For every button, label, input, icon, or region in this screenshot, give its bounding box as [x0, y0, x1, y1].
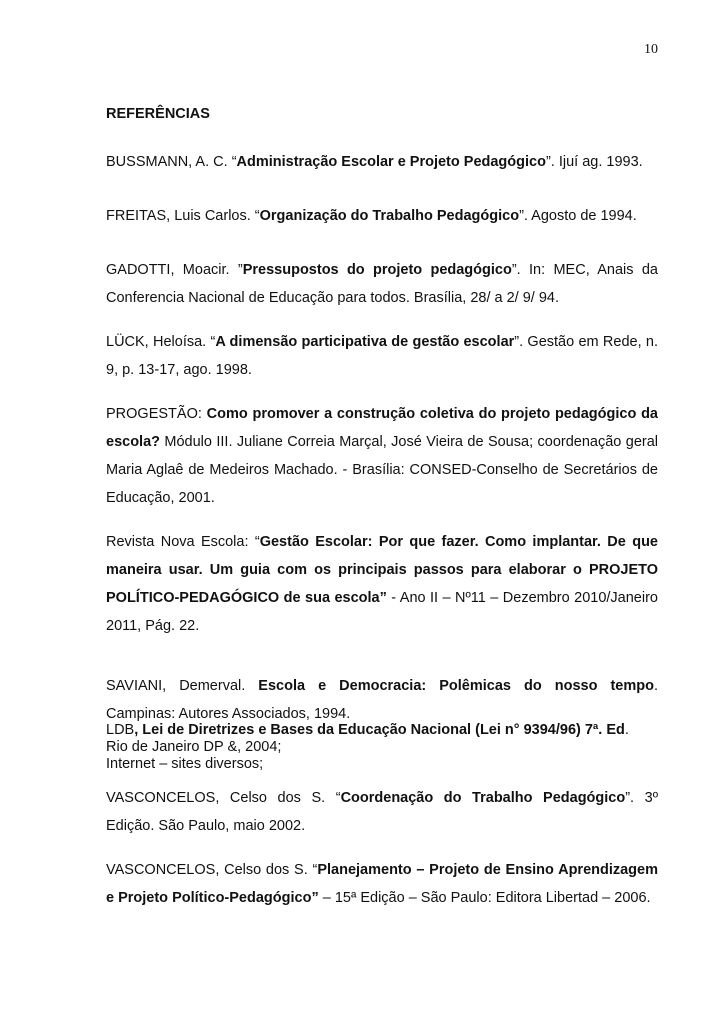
- reference-ldb: [106, 722, 658, 773]
- reference-gadotti: [106, 256, 658, 312]
- ref-text: LÜCK, Heloísa. “: [106, 334, 216, 350]
- ref-text: FREITAS, Luis Carlos. “: [106, 208, 260, 224]
- ref-text: VASCONCELOS, Celso dos S. “: [106, 862, 318, 878]
- ref-text: – 15ª Edição – São Paulo: Editora Libertad – 2006.: [318, 890, 651, 906]
- ref-text: ”. Gestão em Rede, n. 9, p. 13-17, ago. 1998.: [106, 334, 658, 378]
- ref-title: Como promover a construção coletiva do projeto pedagógico da escola?: [106, 406, 658, 450]
- ref-text: Internet – sites diversos;: [106, 756, 264, 772]
- reference-saviani: [106, 672, 658, 728]
- ref-title: Gestão Escolar: Por que fazer. Como implantar. De que maneira usar. Um guia com os principais passos para elaborar o PROJETO POLÍTICO-PEDAGÓGICO de sua escola”: [106, 534, 658, 606]
- ref-text: .: [624, 722, 629, 738]
- ref-title: Pressupostos do projeto pedagógico: [242, 262, 512, 278]
- reference-progestao: [106, 400, 658, 512]
- ref-text: SAVIANI, Demerval.: [106, 678, 259, 694]
- reference-bussmann: [106, 148, 658, 176]
- ref-title: A dimensão participativa de gestão escolar: [215, 334, 515, 350]
- reference-freitas: [106, 202, 658, 230]
- ref-title: , Lei de Diretrizes e Bases da Educação Nacional (Lei n° 9394/96) 7ª. Ed: [134, 722, 625, 738]
- page-title: REFERÊNCIAS: [106, 106, 210, 122]
- ref-text: ”. Agosto de 1994.: [519, 208, 637, 224]
- ref-text: PROGESTÃO:: [106, 406, 207, 422]
- ref-title: Administração Escolar e Projeto Pedagógico: [236, 154, 546, 170]
- ref-text: Rio de Janeiro DP &, 2004;: [106, 739, 282, 755]
- ref-text: GADOTTI, Moacir. ”: [106, 262, 243, 278]
- ref-text: BUSSMANN, A. C. “: [106, 154, 237, 170]
- ref-title: Escola e Democracia: Polêmicas do nosso tempo: [258, 678, 654, 694]
- reference-luck: [106, 328, 658, 384]
- ref-text: Módulo III. Juliane Correia Marçal, José Vieira de Sousa; coordenação geral Maria Aglaê de Medeiros Machado. - Brasília: CONSED-Conselho de Secretários de Educação, 2001.: [106, 434, 658, 506]
- ref-title: Planejamento – Projeto de Ensino Aprendizagem e Projeto Político-Pedagógico”: [106, 862, 659, 906]
- ref-text: LDB: [106, 722, 135, 738]
- ref-text: ”. 3º Edição. São Paulo, maio 2002.: [106, 790, 658, 834]
- ref-text: VASCONCELOS, Celso dos S. “: [106, 790, 341, 806]
- reference-vasconcelos-coordenacao: [106, 784, 658, 840]
- reference-nova-escola: [106, 528, 658, 640]
- ref-text: Revista Nova Escola: “: [106, 534, 260, 550]
- ref-text: ”. Ijuí ag. 1993.: [545, 154, 643, 170]
- ref-text: - Ano II – Nº11 – Dezembro 2010/Janeiro 2011, Pág. 22.: [106, 590, 658, 634]
- ref-text: . Campinas: Autores Associados, 1994.: [106, 678, 658, 722]
- ref-text: ”. In: MEC, Anais da Conferencia Nacional de Educação para todos. Brasília, 28/ a 2/ 9/ 94.: [106, 262, 658, 306]
- ref-title: Coordenação do Trabalho Pedagógico: [340, 790, 626, 806]
- ref-title: Organização do Trabalho Pedagógico: [259, 208, 520, 224]
- reference-vasconcelos-planejamento: [106, 856, 658, 912]
- page-number: 10: [644, 42, 658, 57]
